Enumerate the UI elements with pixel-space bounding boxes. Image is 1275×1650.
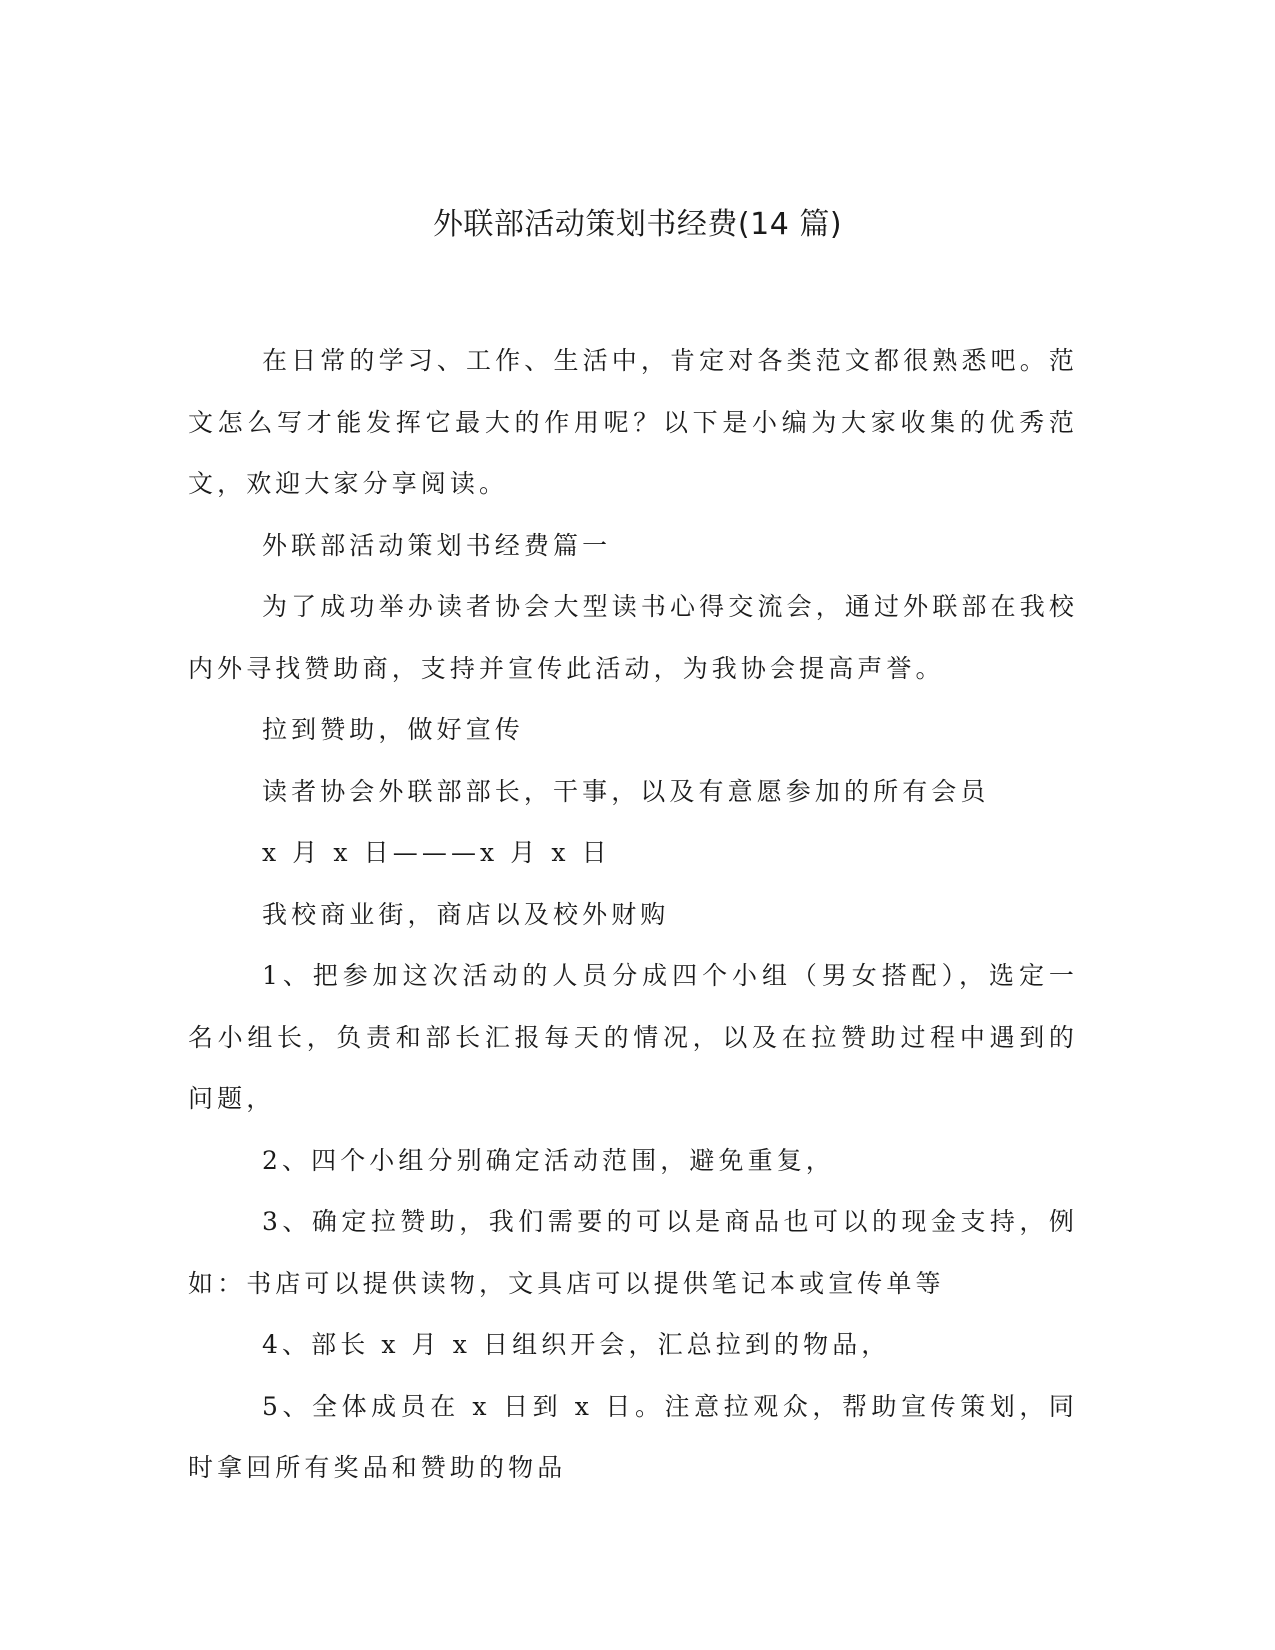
paragraph-location: 我校商业街，商店以及校外财购 (262, 899, 670, 929)
paragraph-purpose: 为了成功举办读者协会大型读书心得交流会，通过外联部在我校内外寻找赞助商，支持并宣传此活动，为我协会提高声誉。 (188, 592, 1078, 683)
paragraph-step-5: 5、全体成员在 x 日到 x 日。注意拉观众，帮助宣传策划，同时拿回所有奖品和赞助的物品 (188, 1391, 1078, 1482)
paragraph-time: x 月 x 日———x 月 x 日 (262, 838, 611, 867)
paragraph-participants: 读者协会外联部部长，干事，以及有意愿参加的所有会员 (262, 776, 990, 806)
paragraph-step-3: 3、确定拉赞助，我们需要的可以是商品也可以的现金支持，例如：书店可以提供读物，文具店可以提供笔记本或宣传单等 (188, 1207, 1078, 1298)
document-body (188, 330, 1078, 1499)
paragraph-intro: 在日常的学习、工作、生活中，肯定对各类范文都很熟悉吧。范文怎么写才能发挥它最大的作用呢？以下是小编为大家收集的优秀范文，欢迎大家分享阅读。 (188, 346, 1078, 498)
section-heading: 外联部活动策划书经费篇一 (262, 530, 612, 560)
paragraph-step-2: 2、四个小组分别确定活动范围，避免重复， (262, 1145, 835, 1175)
document-title: 外联部活动策划书经费(14 篇) (432, 207, 843, 242)
paragraph-step-1: 1、把参加这次活动的人员分成四个小组（男女搭配），选定一名小组长，负责和部长汇报每天的情况，以及在拉赞助过程中遇到的问题， (188, 961, 1078, 1113)
paragraph-step-4: 4、部长 x 月 x 日组织开会，汇总拉到的物品， (262, 1330, 891, 1359)
paragraph-goal: 拉到赞助，做好宣传 (262, 715, 524, 744)
